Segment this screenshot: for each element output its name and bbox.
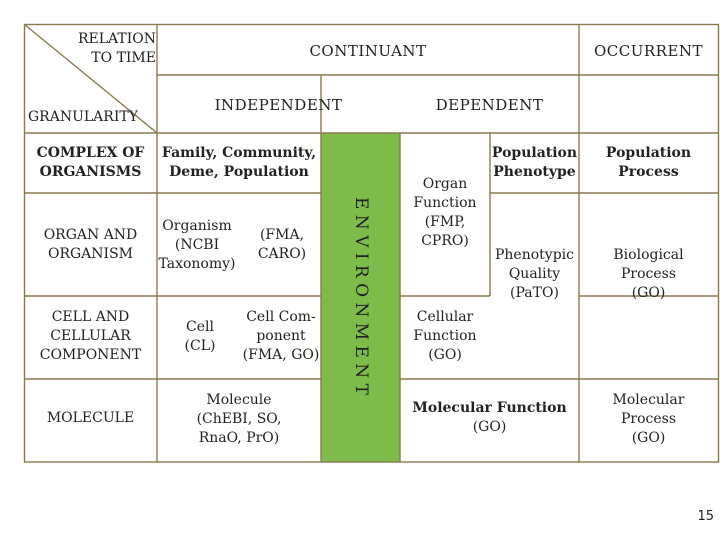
family-community-cell: Family, Community, Deme, Population <box>161 145 317 180</box>
row-label-complex-of-organisms: COMPLEX OF ORGANISMS <box>36 145 145 180</box>
molecule-cell: Molecule (ChEBI, SO, RnaO, PrO) <box>196 392 282 446</box>
page-number: 15 <box>697 509 714 524</box>
organ-function-cell: Organ Function (FMP, CPRO) <box>413 176 477 249</box>
continuant-header: CONTINUANT <box>309 42 427 60</box>
molecular-process-cell: Molecular Process (GO) <box>612 392 685 446</box>
organism-cell: Organism (NCBI Taxonomy) <box>158 218 236 272</box>
cellular-function-cell: Cellular Function (GO) <box>413 309 477 363</box>
population-phenotype-cell: Population Phenotype <box>491 145 578 180</box>
molecular-function-cell: Molecular Function (GO) <box>412 400 567 435</box>
row-label-organ-and-organism: ORGAN AND ORGANISM <box>43 227 138 262</box>
environment-label: ENVIRONMENT <box>351 197 371 401</box>
phenotypic-quality-cell: Phenotypic Quality (PaTO) <box>495 247 574 301</box>
population-process-cell: Population Process <box>605 145 692 180</box>
independent-header: INDEPENDENT <box>214 96 343 114</box>
dependent-header: DEPENDENT <box>435 96 544 114</box>
occurrent-header: OCCURRENT <box>593 42 704 60</box>
biological-process-cell: Biological Process (GO) <box>613 247 684 301</box>
row-label-molecule: MOLECULE <box>46 410 135 426</box>
fma-caro-cell: (FMA, CARO) <box>257 227 307 262</box>
cell-cl-cell: Cell (CL) <box>184 319 216 354</box>
row-label-cell-and-cellular-component: CELL AND CELLULAR COMPONENT <box>39 309 142 363</box>
cell-component-cell: Cell Com- ponent (FMA, GO) <box>242 309 320 363</box>
relation-to-time-label: RELATION TO TIME <box>78 31 156 66</box>
granularity-label: GRANULARITY <box>28 109 138 125</box>
